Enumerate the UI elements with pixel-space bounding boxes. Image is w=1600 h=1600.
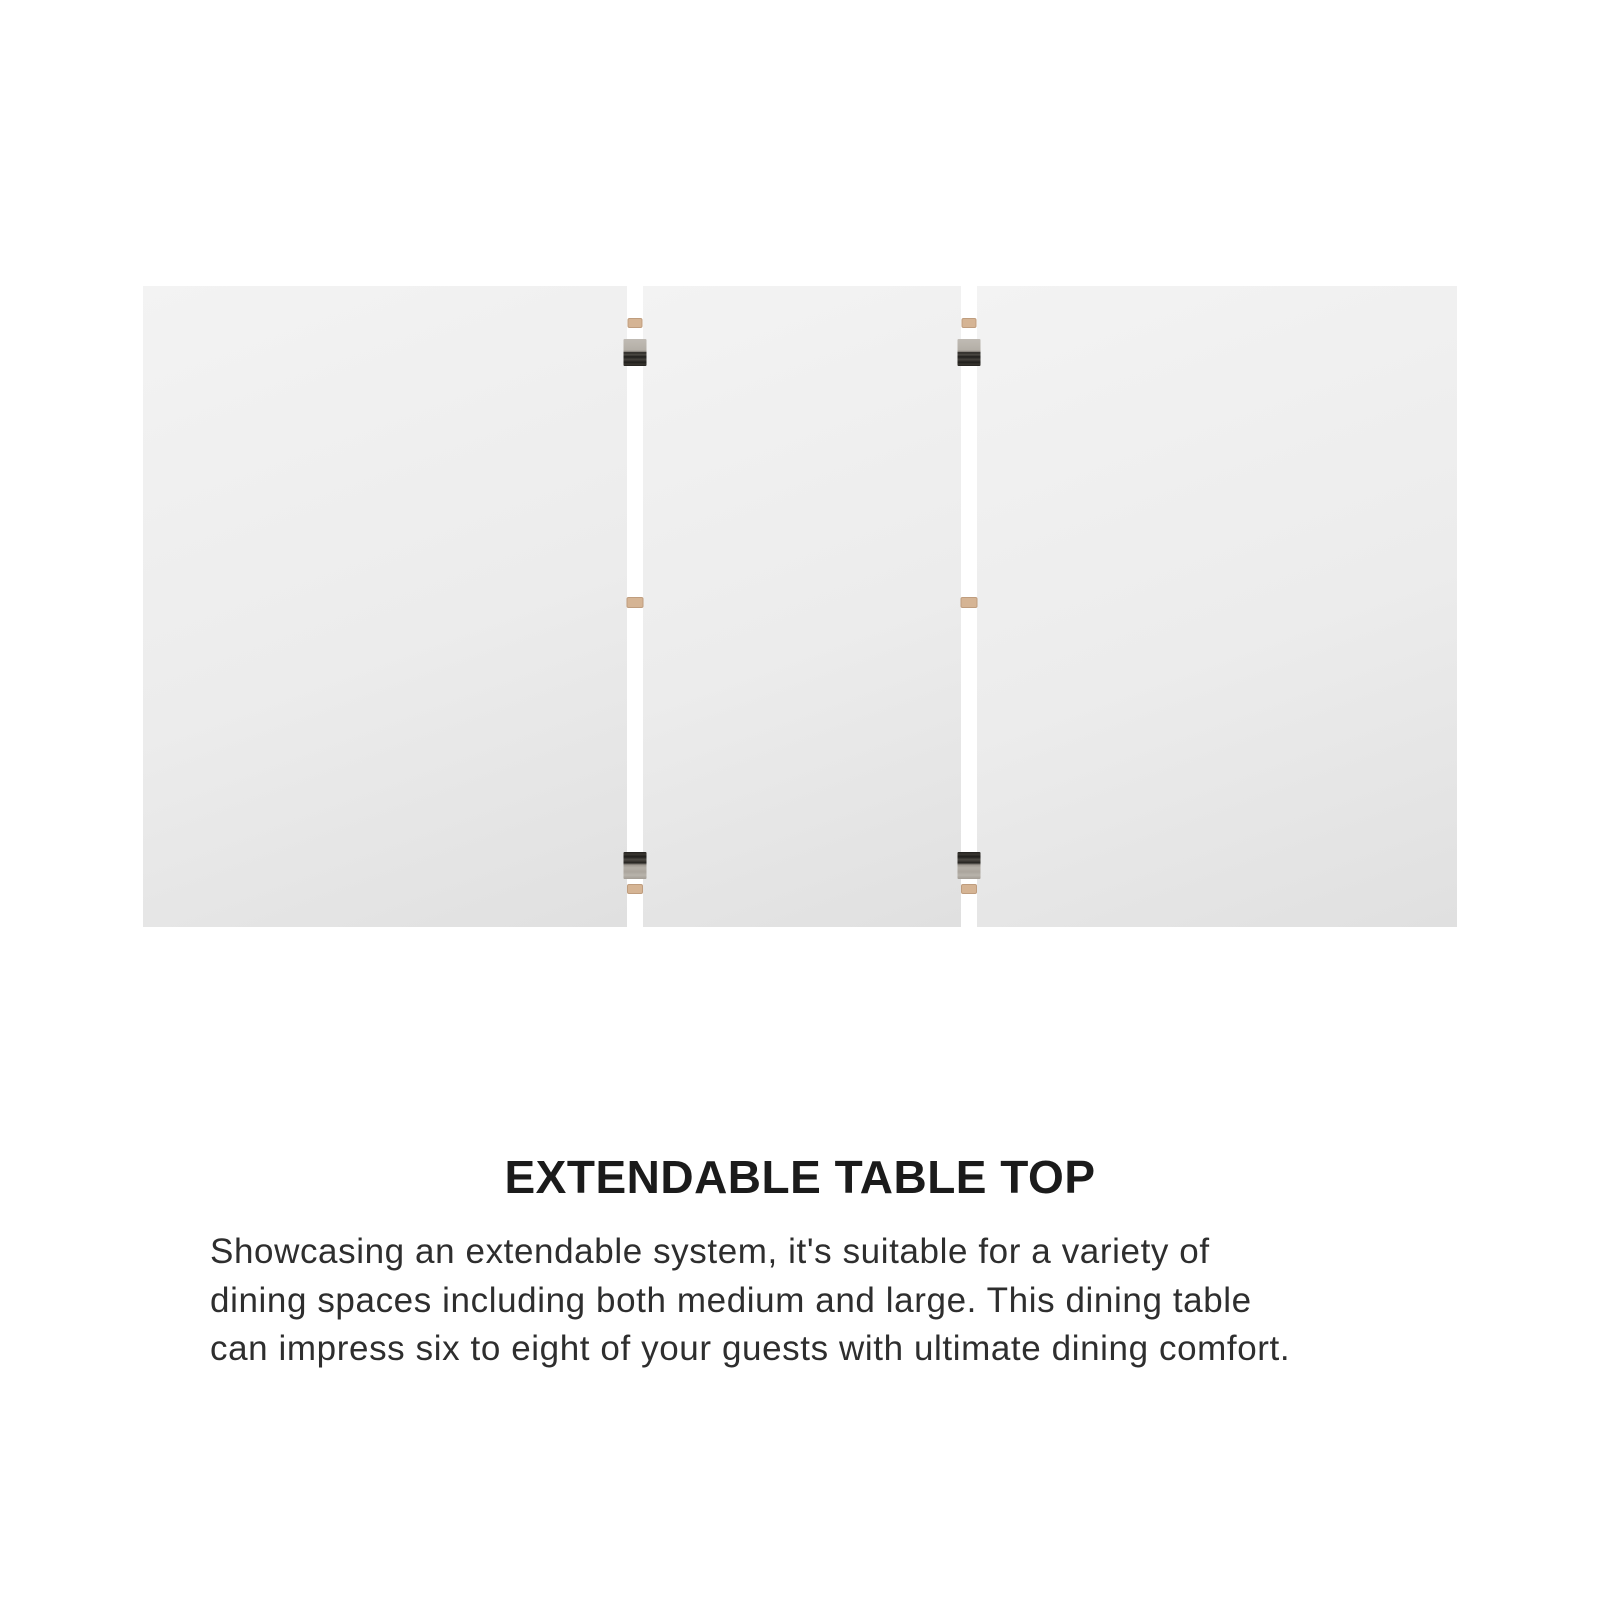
wooden-dowel-icon xyxy=(628,318,643,328)
wooden-dowel-icon xyxy=(962,318,977,328)
metal-clip-icon xyxy=(624,339,647,366)
wooden-dowel-icon xyxy=(627,884,643,894)
table-leaf-right xyxy=(977,286,1457,927)
description-line: Showcasing an extendable system, it's suitable for a variety of xyxy=(210,1232,1210,1271)
section-description xyxy=(210,1228,1470,1374)
metal-clip-icon xyxy=(958,852,981,879)
section-heading: EXTENDABLE TABLE TOP xyxy=(504,1151,1096,1203)
table-leaf-center xyxy=(643,286,961,927)
tabletop-photo xyxy=(143,286,1457,927)
wooden-dowel-icon xyxy=(627,597,644,608)
description-line: dining spaces including both medium and large. This dining table xyxy=(210,1280,1252,1320)
wooden-dowel-icon xyxy=(961,884,977,894)
wooden-dowel-icon xyxy=(961,597,978,608)
table-leaf-left xyxy=(143,286,627,927)
description-line: can impress six to eight of your guests with ultimate dining comfort. xyxy=(210,1329,1291,1368)
metal-clip-icon xyxy=(624,852,647,879)
metal-clip-icon xyxy=(958,339,981,366)
